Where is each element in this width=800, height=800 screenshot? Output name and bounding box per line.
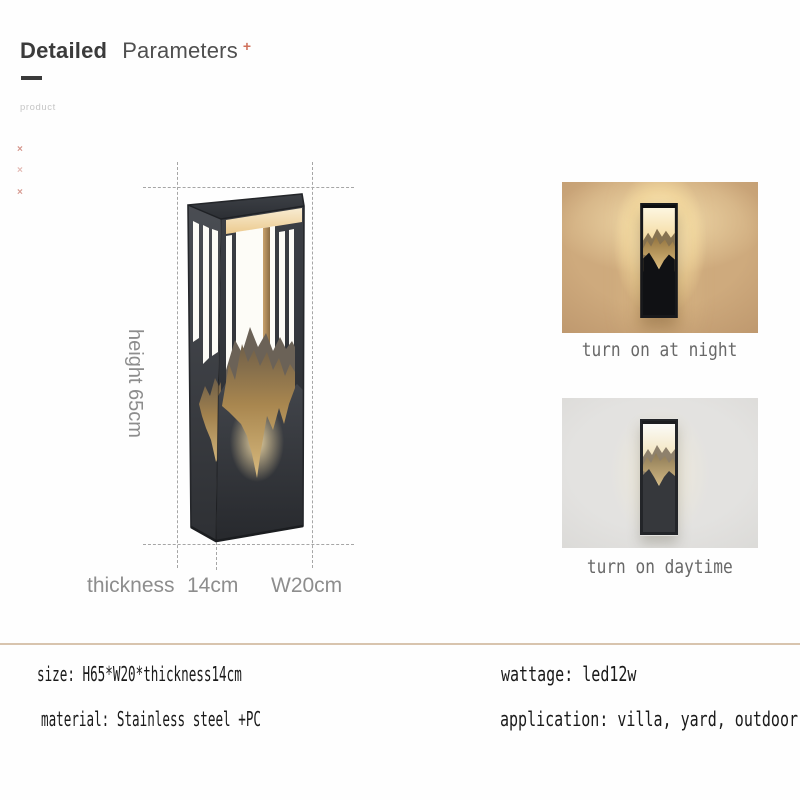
- section-divider: [0, 643, 800, 645]
- wall-lamp-lit-image: [640, 203, 678, 318]
- height-dimension-label: height 65cm: [124, 329, 146, 438]
- product-photo-night: [562, 182, 758, 333]
- dimension-line-right: [312, 162, 313, 568]
- eyebrow-label: product: [20, 102, 56, 113]
- cross-mark-icon: ×: [17, 144, 23, 155]
- night-photo-caption: turn on at night: [582, 339, 738, 361]
- product-lamp-drawing: [183, 190, 308, 550]
- dimension-line-top: [143, 187, 354, 188]
- cross-mark-icon: ×: [17, 187, 23, 198]
- plus-icon: +: [242, 38, 252, 54]
- cross-mark-icon: ×: [17, 165, 23, 176]
- title-underline: [21, 76, 42, 80]
- spec-application: application: villa, yard, outdoor: [500, 707, 799, 731]
- product-photo-day: [562, 398, 758, 548]
- spec-size: size: H65*W20*thickness14cm: [37, 662, 242, 686]
- depth-dimension-label: 14cm: [187, 574, 239, 597]
- spec-wattage: wattage: led12w: [501, 662, 637, 686]
- page-title-secondary: Parameters: [122, 38, 238, 63]
- thickness-dimension-label: thickness: [87, 574, 175, 597]
- page-title-primary: Detailed: [20, 38, 108, 63]
- width-dimension-label: W20cm: [271, 574, 343, 597]
- day-photo-caption: turn on daytime: [587, 556, 733, 578]
- wall-lamp-day-image: [640, 418, 678, 536]
- dimension-line-left: [177, 162, 178, 568]
- spec-material: material: Stainless steel +PC: [41, 707, 261, 731]
- page-title: [20, 38, 251, 64]
